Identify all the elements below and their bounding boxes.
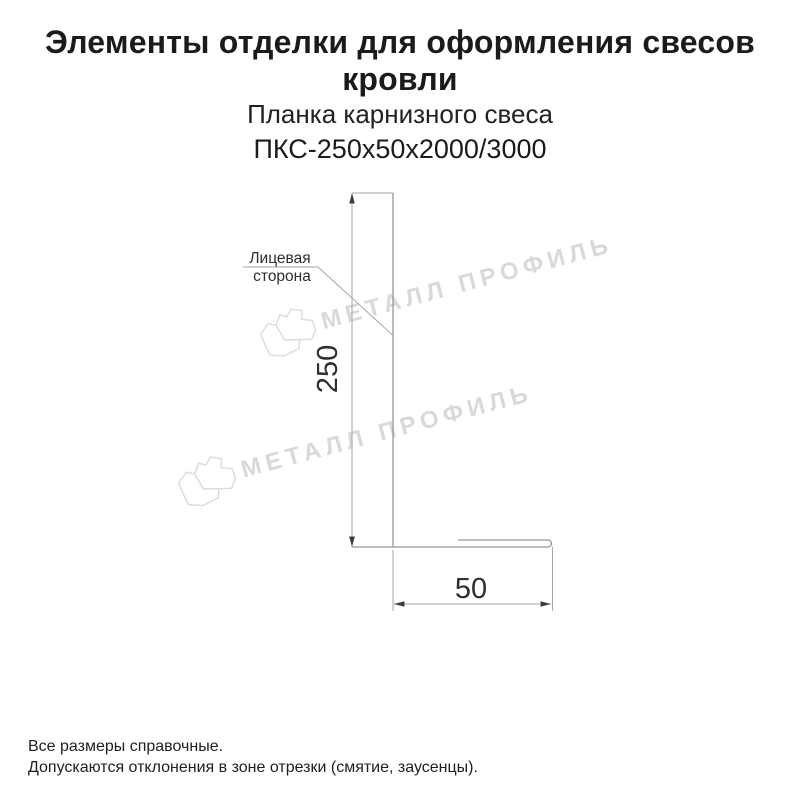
product-model: ПКС-250х50х2000/3000 [253, 134, 547, 164]
width-dimension [393, 547, 553, 611]
height-dimension [312, 193, 393, 547]
watermark-brand-text: МЕТАЛЛ ПРОФИЛЬ [238, 379, 536, 484]
page-title: Элементы отделки для оформления свесов кровли [45, 24, 755, 97]
face-side-callout [243, 250, 393, 335]
dimension-width-label: 50 [454, 573, 488, 605]
watermark-brand-text: МЕТАЛЛ ПРОФИЛЬ [318, 231, 616, 335]
profile-outline [352, 193, 552, 547]
footer-note-2: Допускаются отклонения в зоне отрезки (смятие, заусенцы). [28, 759, 478, 776]
face-side-label-line2: сторона [253, 268, 311, 285]
product-name: Планка карнизного свеса [247, 99, 553, 129]
face-side-label-line1: Лицевая [249, 250, 311, 267]
dimension-height-label: 250 [312, 344, 344, 394]
footer-note-1: Все размеры справочные. [28, 738, 224, 755]
footer-notes [28, 736, 478, 778]
